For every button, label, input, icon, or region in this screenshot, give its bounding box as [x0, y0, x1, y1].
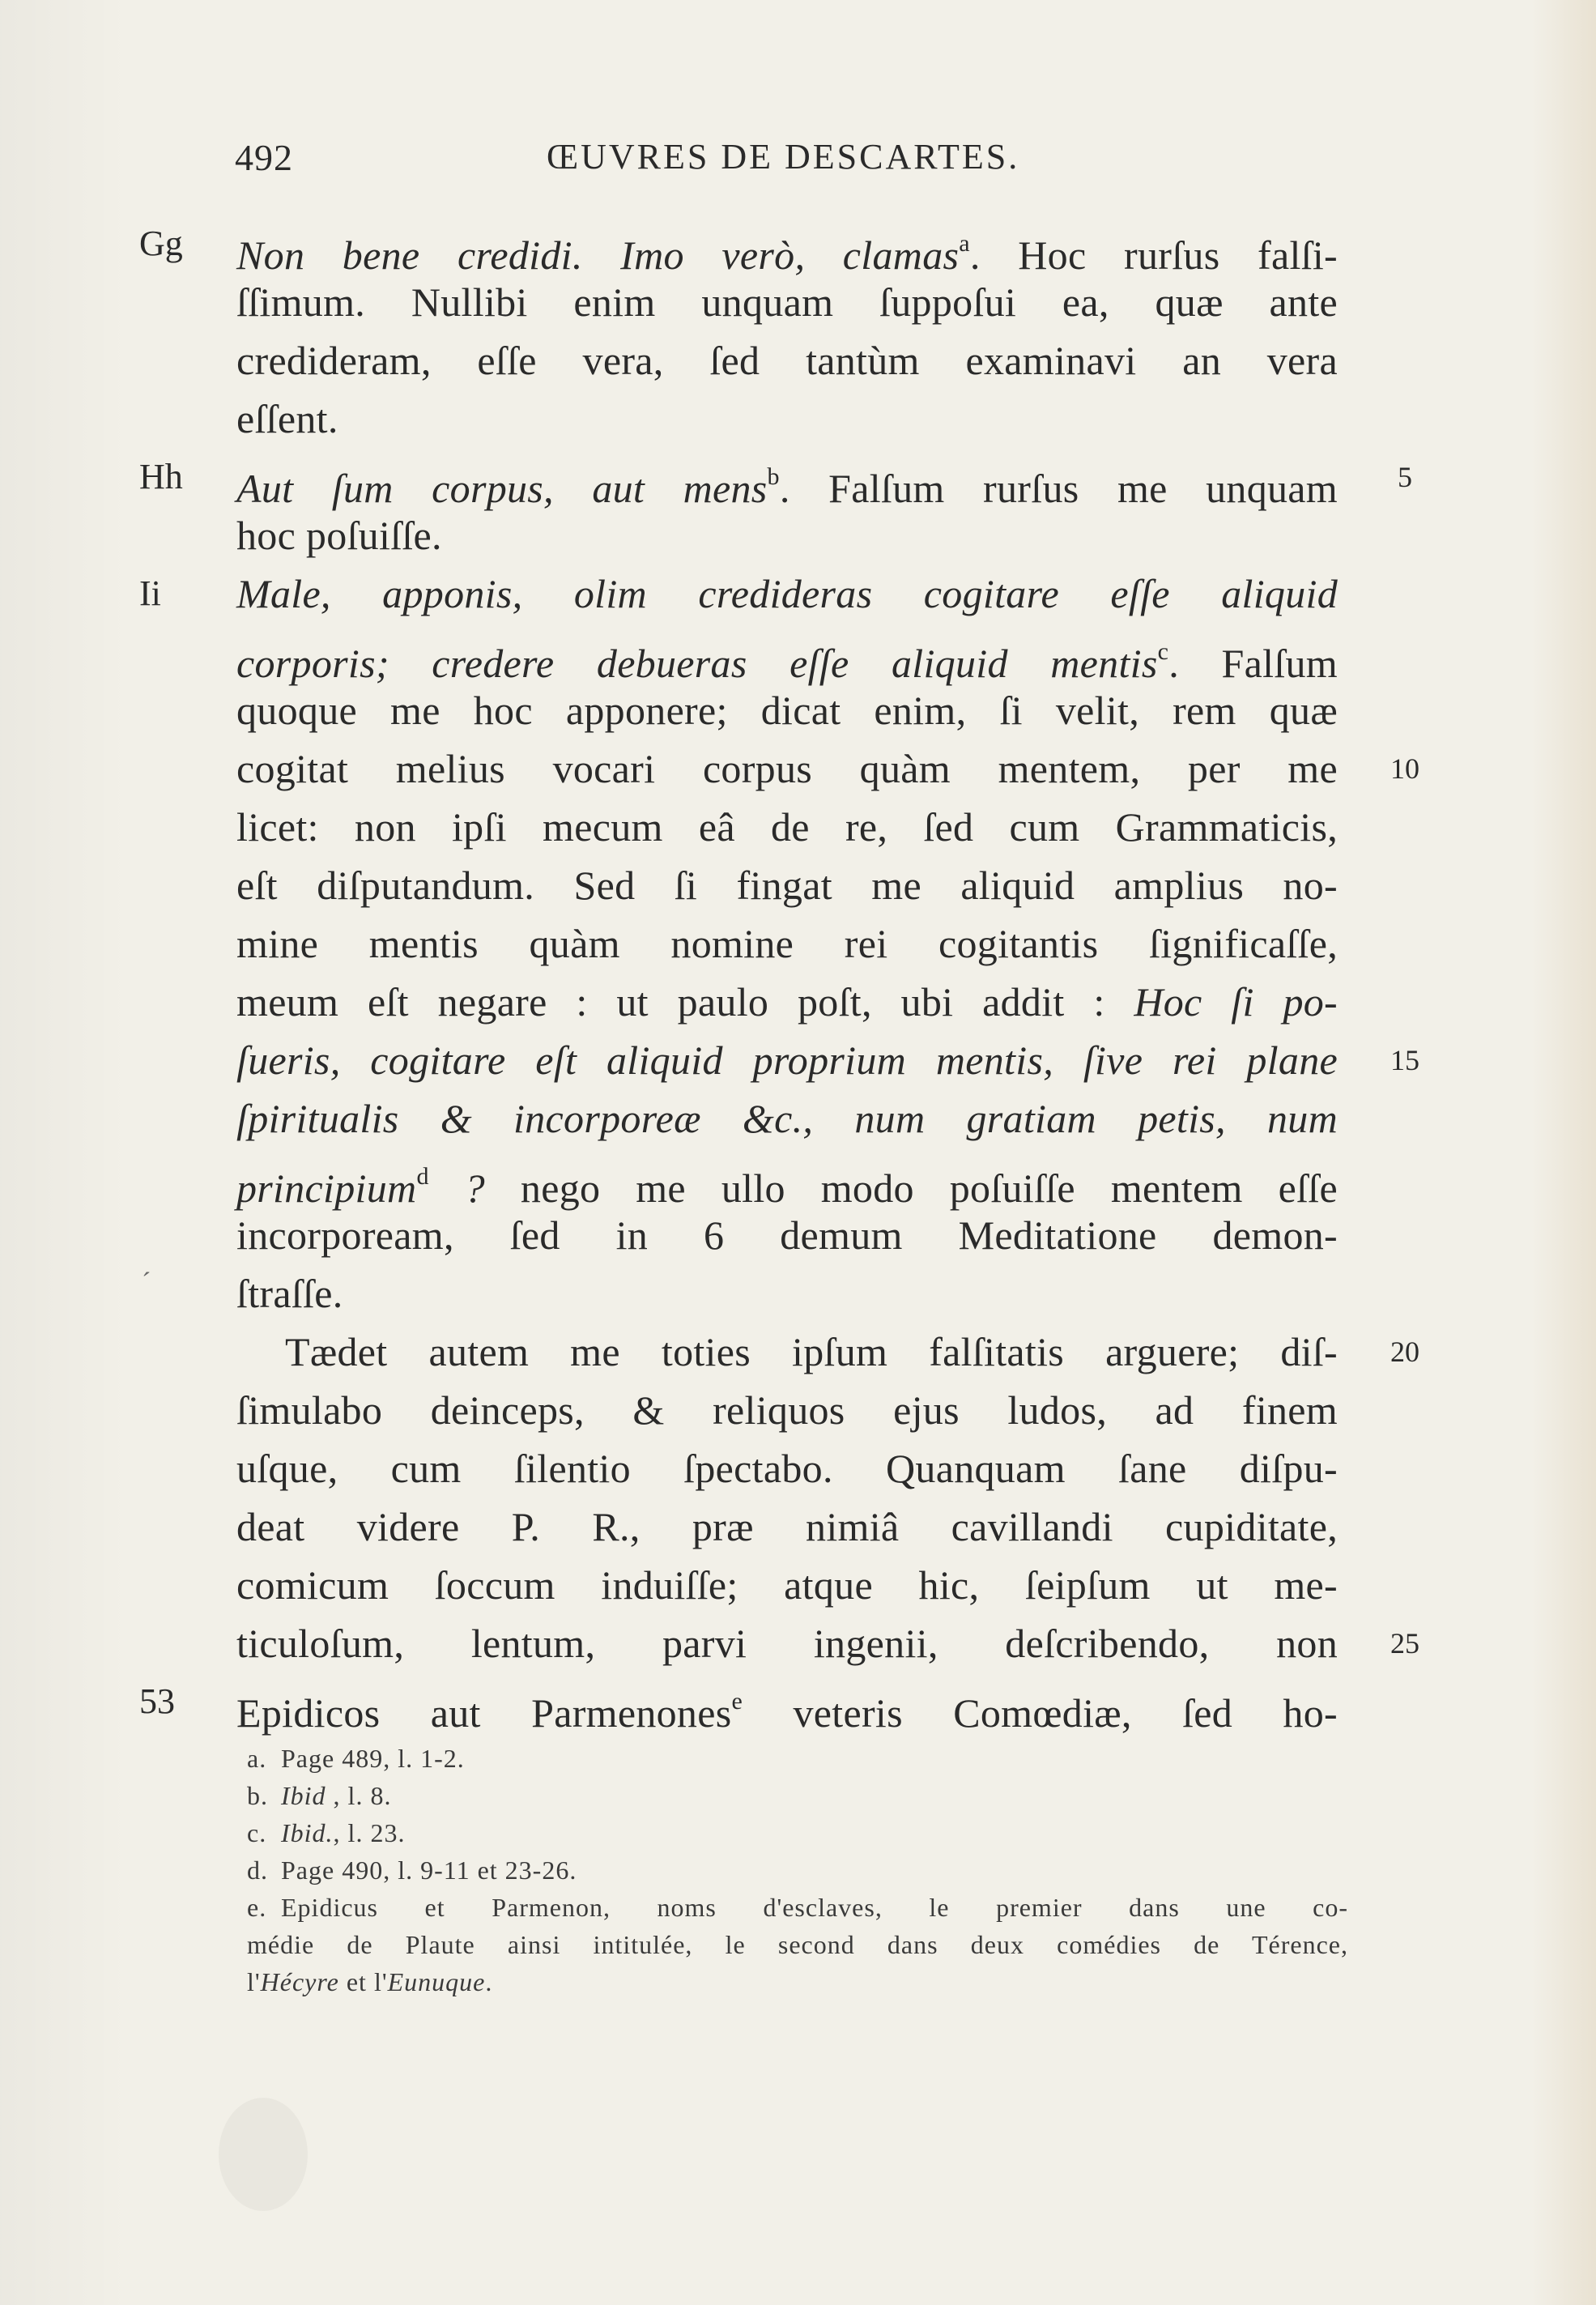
- page-header: [235, 131, 1336, 188]
- text-line: [236, 215, 1338, 278]
- text-run: ſpiritualis & incorporeæ &c., num gratiam petis, num: [236, 1096, 1338, 1141]
- footnote-ref: a: [959, 230, 970, 257]
- footnote-title: Eunuque: [387, 1967, 486, 1996]
- text-line: [236, 448, 1338, 511]
- footnote-text: .: [485, 1967, 493, 1996]
- text-line: [236, 1614, 1338, 1672]
- footnote-e: [247, 1889, 1348, 1926]
- text-run: mine mentis quàm nomine rei cogitantis ſignificaſſe,: [236, 921, 1338, 966]
- footnote-ibid: Ibid: [281, 1781, 326, 1810]
- footnote-text-line2: médie de Plaute ainsi intitulée, le second dans deux comédies de Térence,: [247, 1930, 1348, 1959]
- text-line: [236, 1498, 1338, 1556]
- footnote-text: , l. 23.: [333, 1818, 406, 1847]
- text-run: ſſimum. Nullibi enim unquam ſuppoſui ea, quæ ante: [236, 279, 1338, 325]
- footnote-label: d.: [247, 1856, 268, 1885]
- footnote-ref: e: [731, 1688, 743, 1715]
- text-run: licet: non ipſi mecum eâ de re, ſed cum Grammaticis,: [236, 804, 1338, 850]
- text-run: quoque me hoc apponere; dicat enim, ſi velit, rem quæ: [236, 688, 1338, 733]
- text-line: [236, 914, 1338, 973]
- footnote-e-line2: [247, 1926, 1348, 1963]
- text-run: principium: [236, 1165, 417, 1211]
- text-line: [236, 1381, 1338, 1439]
- footnote-text-line1: Epidicus et Parmenon, noms d'esclaves, le premier dans une co-: [281, 1893, 1348, 1922]
- text-line: [236, 1672, 1338, 1736]
- text-run: incorpoream, ſed in 6 demum Meditatione demon-: [236, 1212, 1338, 1258]
- footnote-text: et l': [338, 1967, 388, 1996]
- text-line: [236, 390, 1338, 448]
- text-run: ticuloſum, lentum, parvi ingenii, deſcribendo, non: [236, 1621, 1338, 1666]
- text-line: [236, 973, 1338, 1031]
- text-run: ſueris, cogitare eſt aliquid proprium mentis, ſive rei plane: [236, 1037, 1338, 1083]
- footnotes: [247, 1740, 1348, 2000]
- line-number: 5: [1398, 461, 1412, 493]
- text-run: eſſent.: [236, 396, 338, 441]
- margin-reference: Hh: [139, 457, 183, 496]
- text-run: Non bene credidi. Imo verò, clamas: [236, 232, 960, 278]
- text-line: [236, 1148, 1338, 1211]
- margin-reference: 53: [139, 1681, 175, 1721]
- text-run: eſt diſputandum. Sed ſi fingat me aliquid amplius no-: [236, 863, 1338, 908]
- text-run: Hoc ſi po-: [1134, 979, 1339, 1025]
- text-run: cogitat melius vocari corpus quàm mentem, per me: [236, 746, 1338, 791]
- text-line: [236, 856, 1338, 914]
- text-line: [285, 1323, 1338, 1381]
- text-run: ſtraſſe.: [236, 1271, 343, 1316]
- text-line: [236, 273, 1338, 331]
- footnote-e-line3: [247, 1963, 1348, 2000]
- line-number: 15: [1390, 1044, 1419, 1076]
- text-line: [236, 798, 1338, 856]
- line-number: 10: [1390, 752, 1419, 785]
- text-line: [236, 623, 1338, 686]
- text-run: credideram, eſſe vera, ſed tantùm examinavi an vera: [236, 338, 1338, 383]
- footnote-ref: b: [767, 463, 780, 490]
- footnote-ref: c: [1157, 638, 1169, 665]
- text-line: [236, 1556, 1338, 1614]
- margin-reference: Gg: [139, 224, 183, 263]
- footnote-title: Hécyre: [260, 1967, 339, 1996]
- text-run: nego me ullo modo poſuiſſe mentem eſſe: [484, 1165, 1338, 1211]
- text-line: [236, 1089, 1338, 1148]
- line-number: 20: [1390, 1336, 1419, 1368]
- footnote-text: Page 489, l. 1-2.: [281, 1744, 465, 1773]
- text-line: [236, 565, 1338, 623]
- text-run: Aut ſum corpus, aut mens: [236, 466, 768, 511]
- text-line: [236, 1264, 1338, 1323]
- margin-reference: Ii: [139, 573, 161, 613]
- text-line: [236, 506, 1338, 565]
- footnote-label: c.: [247, 1818, 267, 1847]
- text-run: veteris Comœdiæ, ſed ho-: [743, 1690, 1338, 1736]
- text-run: meum eſt negare : ut paulo poſt, ubi addit :: [236, 979, 1134, 1025]
- footnote-label: a.: [247, 1744, 267, 1773]
- footnote-label: e.: [247, 1893, 267, 1922]
- footnote-text: , l. 8.: [326, 1781, 392, 1810]
- line-number: 25: [1390, 1627, 1419, 1660]
- text-run: . Hoc rurſus falſi-: [969, 232, 1338, 278]
- text-run: Male, apponis, olim credideras cogitare eſſe aliquid: [236, 571, 1338, 616]
- text-line: [236, 1031, 1338, 1089]
- text-run: ?: [428, 1165, 485, 1211]
- text-run: deat videre P. R., præ nimiâ cavillandi cupiditate,: [236, 1504, 1338, 1549]
- text-line: [236, 331, 1338, 390]
- text-run: hoc poſuiſſe.: [236, 513, 442, 558]
- text-line: [236, 739, 1338, 798]
- paper-smudge: [219, 2098, 308, 2211]
- text-run: corporis; credere debueras eſſe aliquid mentis: [236, 641, 1158, 686]
- running-title: ŒUVRES DE DESCARTES.: [547, 137, 1020, 177]
- footnote-d: [247, 1851, 1348, 1889]
- text-run: Epidicos aut Parmenones: [236, 1690, 732, 1736]
- footnote-text: l': [247, 1967, 261, 1996]
- text-line: [236, 681, 1338, 739]
- page-number: 492: [235, 137, 293, 178]
- text-line: [236, 1206, 1338, 1264]
- text-run: . Falſum rurſus me unquam: [779, 466, 1338, 511]
- text-run: comicum ſoccum induiſſe; atque hic, ſeipſum ut me-: [236, 1562, 1338, 1608]
- text-run: . Falſum: [1168, 641, 1338, 686]
- footnote-label: b.: [247, 1781, 268, 1810]
- footnote-ibid: Ibid.: [281, 1818, 334, 1847]
- footnote-text: Page 490, l. 9-11 et 23-26.: [281, 1856, 577, 1885]
- footnote-a: [247, 1740, 1348, 1777]
- pencil-mark: ´: [142, 1268, 151, 1297]
- text-run: ſimulabo deinceps, & reliquos ejus ludos, ad finem: [236, 1387, 1338, 1433]
- text-run: Tædet autem me toties ipſum falſitatis arguere; diſ-: [285, 1329, 1338, 1374]
- footnote-c: [247, 1814, 1348, 1851]
- footnote-ref: d: [416, 1163, 429, 1190]
- text-line: [236, 1439, 1338, 1498]
- footnote-b: [247, 1777, 1348, 1814]
- text-run: uſque, cum ſilentio ſpectabo. Quanquam ſane diſpu-: [236, 1446, 1338, 1491]
